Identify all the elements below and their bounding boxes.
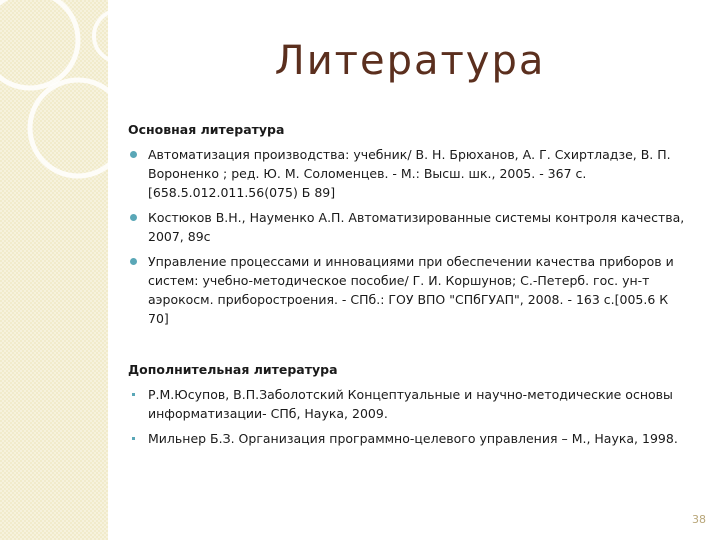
list-item	[128, 429, 688, 448]
small-bullet-icon	[132, 437, 135, 440]
slide-title: Литература	[274, 38, 546, 84]
decorative-circles	[0, 0, 140, 200]
list-item	[128, 145, 688, 202]
bullet-icon	[130, 151, 137, 158]
additional-literature-list	[128, 385, 688, 448]
main-literature-heading: Основная литература	[128, 122, 285, 137]
list-item-text: Управление процессами и инновациями при обеспечении качества приборов и систем: учебно-методическое пособие/ Г. И. Коршунов; С.-Петерб. гос. ун-т аэрокосм. приборостроения. - СПб.: ГОУ ВПО "СПбГУАП", 2008. - 163 с.[005.6 К 70]	[148, 254, 674, 326]
small-bullet-icon	[132, 393, 135, 396]
main-literature-list	[128, 145, 688, 328]
list-item	[128, 208, 688, 246]
page-number: 38	[692, 513, 706, 526]
bullet-icon	[130, 258, 137, 265]
list-item	[128, 385, 688, 423]
list-item-text: Костюков В.Н., Науменко А.П. Автоматизированные системы контроля качества, 2007, 89с	[148, 210, 685, 244]
list-item-text: Автоматизация производства: учебник/ В. Н. Брюханов, А. Г. Схиртладзе, В. П. Вороненко ; ред. Ю. М. Соломенцев. - М.: Высш. шк., 2005. - 367 с.[658.5.012.011.56(075) Б 89]	[148, 147, 671, 200]
slide-content	[128, 120, 688, 454]
additional-literature-heading: Дополнительная литература	[128, 362, 338, 377]
list-item-text: Мильнер Б.З. Организация программно-целевого управления – М., Наука, 1998.	[148, 431, 678, 446]
list-item-text: Р.М.Юсупов, В.П.Заболотский Концептуальные и научно-методические основы информатизации- СПб, Наука, 2009.	[148, 387, 673, 421]
list-item	[128, 252, 688, 328]
bullet-icon	[130, 214, 137, 221]
